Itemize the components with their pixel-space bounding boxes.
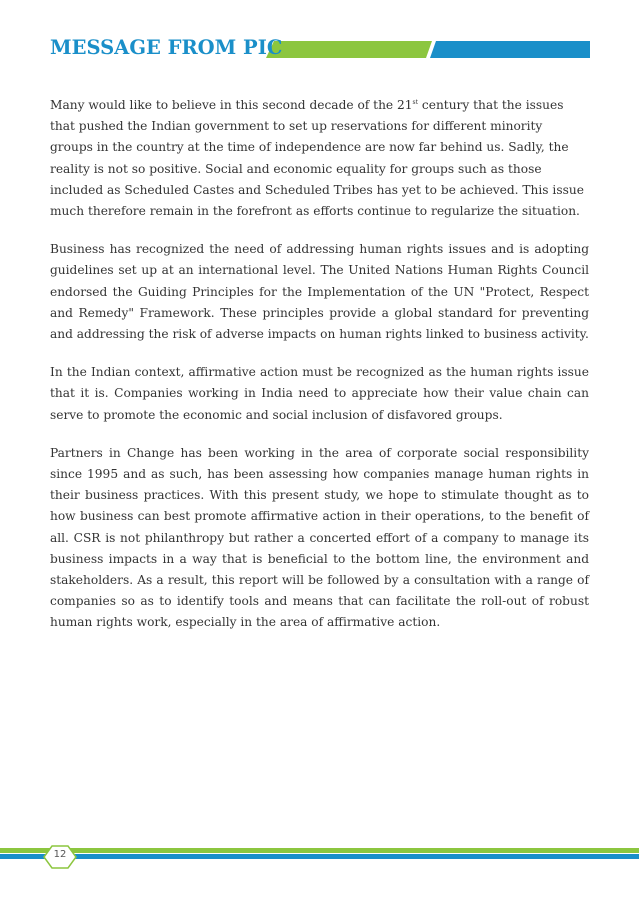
header-blue-stripe xyxy=(430,41,590,58)
page-header xyxy=(50,34,590,64)
page-title: MESSAGE FROM PIC xyxy=(50,36,283,59)
header-green-stripe xyxy=(266,41,432,58)
message-body xyxy=(50,95,589,651)
page-number: 12 xyxy=(53,849,67,860)
page-footer xyxy=(0,842,639,872)
paragraph-1 xyxy=(50,95,589,222)
footer-blue-band xyxy=(0,854,639,859)
paragraph-4: Partners in Change has been working in the area of corporate social responsibility since 1995 and as such, has been assessing how companies manage human rights in their business practices. With this present study, we hope to stimulate thought as to how business can best promote affirmative action in their operations, to the benefit of all. CSR is not philanthropy but rather a concerted effort of a company to manage its business impacts in a way that is beneficial to the bottom line, the environment and stakeholders. As a result, this report will be followed by a consultation with a range of companies so as to identify tools and means that can facilitate the roll-out of robust human rights work, especially in the area of affirmative action. xyxy=(50,445,589,630)
paragraph-2: Business has recognized the need of addressing human rights issues and is adopting guidelines set up at an international level. The United Nations Human Rights Council endorsed the Guiding Principles for the Implementation of the UN "Protect, Respect and Remedy" Framework. These principles provide a global standard for preventing and addressing the risk of adverse impacts on human rights linked to business activity. xyxy=(50,242,589,342)
footer-green-band xyxy=(0,848,639,853)
paragraph-1-start: Many would like to believe in this second decade of the 21 xyxy=(50,98,413,112)
paragraph-3: In the Indian context, affirmative action must be recognized as the human rights issue that it is. Companies working in India need to appreciate how their value chain can serve to promote the economic and social inclusion of disfavored groups. xyxy=(50,365,589,422)
paragraph-1-rest: century that the issues that pushed the Indian government to set up reservations for different minority groups in the country at the time of independence are now far behind us. Sadly, the reality is not so positive. Social and economic equality for groups such as those included as Scheduled Castes and Scheduled Tribes has yet to be achieved. This issue much therefore remain in the forefront as efforts continue to regularize the situation. xyxy=(50,98,584,219)
ordinal-suffix: st xyxy=(412,98,419,106)
